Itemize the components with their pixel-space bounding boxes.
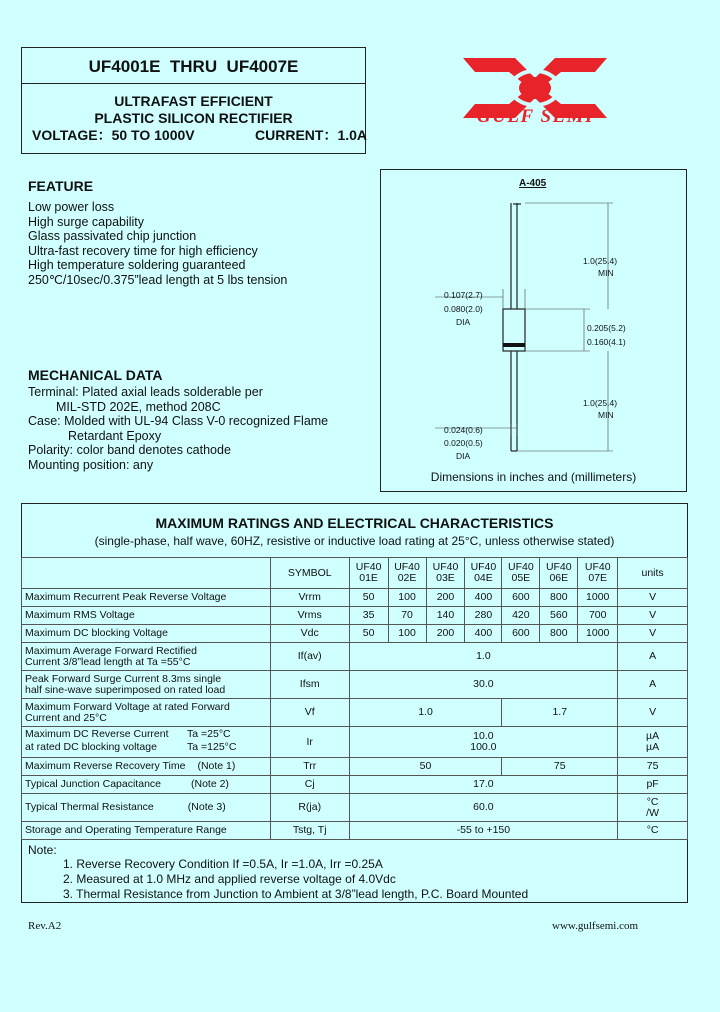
value-cell: 600 xyxy=(502,625,540,643)
revision: Rev.A2 xyxy=(28,920,62,932)
part-top: UF40 xyxy=(355,561,382,573)
unit-cell: A xyxy=(618,643,688,671)
param-cell xyxy=(22,776,271,794)
value-cell: 17.0 xyxy=(349,776,618,794)
value-cell: 140 xyxy=(426,607,465,625)
table-row xyxy=(22,699,688,727)
table-header-row xyxy=(22,558,688,589)
value-cell: 60.0 xyxy=(349,794,618,822)
param-line: Typical Junction Capacitance xyxy=(25,778,161,790)
symbol-cell: Ir xyxy=(270,727,349,758)
lead-length-bottom: 1.0(25.4) xyxy=(583,398,618,408)
page-title: UF4001E THRU UF4007E xyxy=(88,57,299,76)
body-dia-min: 0.080(2.0) xyxy=(444,304,483,314)
current-rating: CURRENT：1.0A xyxy=(255,127,368,143)
table-row xyxy=(22,822,688,840)
symbol-cell: Tstg, Tj xyxy=(270,822,349,840)
param-note: (Note 1) xyxy=(197,760,236,772)
subtitle-1: ULTRAFAST EFFICIENT xyxy=(114,93,273,109)
value-line: 100.0 xyxy=(470,741,497,753)
value-cell: 1.7 xyxy=(502,699,618,727)
symbol-cell: Cj xyxy=(270,776,349,794)
table-row xyxy=(22,607,688,625)
part-top: UF40 xyxy=(394,561,420,573)
value-cell: 400 xyxy=(465,625,502,643)
param-cell xyxy=(22,727,271,758)
value-cell: 700 xyxy=(578,607,618,625)
table-row xyxy=(22,758,688,776)
list-item: Retardant Epoxy xyxy=(68,428,162,443)
body-dia-label: DIA xyxy=(456,317,471,327)
part-top: UF40 xyxy=(508,561,534,573)
part-bottom: 01E xyxy=(359,572,378,584)
list-item: MIL-STD 202E, method 208C xyxy=(56,399,221,414)
list-item: 3. Thermal Resistance from Junction to Ambient at 3/8”lead length, P.C. Board Mounted xyxy=(63,887,529,901)
unit-line: µA xyxy=(646,741,660,753)
param-cell: Maximum DC blocking Voltage xyxy=(22,625,271,643)
symbol-header: SYMBOL xyxy=(270,558,349,589)
list-item: Polarity: color band denotes cathode xyxy=(28,443,231,458)
part-top: UF40 xyxy=(584,561,611,573)
list-item: 1. Reverse Recovery Condition If =0.5A, Ir =1.0A, Irr =0.25A xyxy=(63,857,383,871)
list-item: 2. Measured at 1.0 MHz and applied reverse voltage of 4.0Vdc xyxy=(63,872,396,886)
unit-line: µA xyxy=(646,730,660,742)
symbol-cell: If(av) xyxy=(270,643,349,671)
diode-outline xyxy=(380,169,687,492)
value-cell xyxy=(349,727,618,758)
subtitle-2: PLASTIC SILICON RECTIFIER xyxy=(94,110,293,126)
website-link[interactable]: www.gulfsemi.com xyxy=(552,920,639,932)
part-bottom: 04E xyxy=(474,572,493,584)
list-item: 250℃/10sec/0.375”lead length at 5 lbs tension xyxy=(28,272,288,287)
lead-length-top: 1.0(25.4) xyxy=(583,256,618,266)
value-cell: 800 xyxy=(540,625,578,643)
unit-line: °C xyxy=(646,795,659,808)
notes-list xyxy=(63,857,528,902)
value-cell: 1.0 xyxy=(349,699,502,727)
lead-dia-label: DIA xyxy=(456,451,471,461)
value-cell: 200 xyxy=(426,589,465,607)
part-top: UF40 xyxy=(545,561,572,573)
value-cell: 800 xyxy=(540,589,578,607)
value-cell: 50 xyxy=(349,589,388,607)
lead-length-bottom-min: MIN xyxy=(598,410,614,420)
param-line: half sine-wave superimposed on rated load xyxy=(25,683,226,696)
body-length-min: 0.160(4.1) xyxy=(587,337,626,347)
notes-heading: Note: xyxy=(28,843,57,857)
table-row xyxy=(22,727,688,758)
value-cell: 70 xyxy=(388,607,426,625)
value-cell: 50 xyxy=(349,625,388,643)
param-cell xyxy=(22,643,271,671)
table-row xyxy=(22,625,688,643)
param-line: Current and 25°C xyxy=(25,711,107,724)
param-line: Maximum Average Forward Rectified xyxy=(25,644,197,657)
list-item: Low power loss xyxy=(28,200,115,214)
list-item: Glass passivated chip junction xyxy=(28,229,197,244)
list-item: High temperature soldering guaranteed xyxy=(28,258,246,273)
param-cell xyxy=(22,794,271,822)
unit-cell: V xyxy=(618,607,688,625)
param-cell: Maximum Recurrent Peak Reverse Voltage xyxy=(22,589,271,607)
value-cell: 1000 xyxy=(578,589,618,607)
value-cell: 1.0 xyxy=(349,643,618,671)
value-cell: 600 xyxy=(502,589,540,607)
package-name: A-405 xyxy=(519,178,547,189)
ratings-title: MAXIMUM RATINGS AND ELECTRICAL CHARACTERISTICS xyxy=(155,515,554,531)
value-cell: 200 xyxy=(426,625,465,643)
symbol-cell: Vrms xyxy=(270,607,349,625)
ratings-table xyxy=(21,557,688,840)
mechanical-list xyxy=(28,385,328,473)
table-row xyxy=(22,643,688,671)
value-cell: 420 xyxy=(502,607,540,625)
table-row xyxy=(22,589,688,607)
param-line: Typical Thermal Resistance xyxy=(25,801,154,813)
param-line: Maximum Reverse Recovery Time xyxy=(25,760,186,772)
mechanical-heading: MECHANICAL DATA xyxy=(28,367,163,383)
unit-cell: V xyxy=(618,589,688,607)
param-line: Current 3/8”lead length at Ta =55°C xyxy=(25,655,191,668)
table-row xyxy=(22,776,688,794)
symbol-cell: R(ja) xyxy=(270,794,349,822)
param-condition: Ta =125°C xyxy=(187,741,237,753)
lead-dia-min: 0.020(0.5) xyxy=(444,438,483,448)
param-cell: Maximum RMS Voltage xyxy=(22,607,271,625)
unit-cell: °C xyxy=(618,822,688,840)
value-cell: 30.0 xyxy=(349,671,618,699)
unit-cell: pF xyxy=(618,776,688,794)
param-note: (Note 3) xyxy=(187,801,226,813)
list-item: Mounting position: any xyxy=(28,457,154,472)
units-header: units xyxy=(618,558,688,589)
unit-cell: 75 xyxy=(618,758,688,776)
param-cell xyxy=(22,699,271,727)
value-cell: 100 xyxy=(388,625,426,643)
param-line: Maximum DC Reverse Current xyxy=(25,728,169,740)
feature-list xyxy=(28,200,287,288)
list-item: Ultra-fast recovery time for high efficiency xyxy=(28,243,258,258)
list-item: Case: Molded with UL-94 Class V-0 recognized Flame xyxy=(28,414,329,429)
part-bottom: 05E xyxy=(511,572,531,584)
table-row xyxy=(22,794,688,822)
param-line: Maximum Forward Voltage at rated Forward xyxy=(25,700,230,713)
body-length-max: 0.205(5.2) xyxy=(587,323,626,333)
table-row xyxy=(22,671,688,699)
lead-dia-max: 0.024(0.6) xyxy=(444,425,483,435)
unit-cell xyxy=(618,727,688,758)
dimensions-caption: Dimensions in inches and (millimeters) xyxy=(430,470,637,484)
value-cell: 560 xyxy=(540,607,578,625)
value-line: 10.0 xyxy=(473,730,494,742)
param-cell xyxy=(22,758,271,776)
part-bottom: 03E xyxy=(436,572,455,584)
unit-cell: V xyxy=(618,699,688,727)
value-cell: 75 xyxy=(502,758,618,776)
value-cell: -55 to +150 xyxy=(349,822,618,840)
part-top: UF40 xyxy=(470,561,497,573)
value-cell: 50 xyxy=(349,758,502,776)
ratings-subtitle: (single-phase, half wave, 60HZ, resistive or inductive load rating at 25°C, unless otherwise stated) xyxy=(94,534,615,548)
param-line: Peak Forward Surge Current 8.3ms single xyxy=(25,672,222,685)
voltage-rating: VOLTAGE：50 TO 1000V xyxy=(32,127,195,143)
header-divider xyxy=(21,83,366,84)
symbol-cell: Vf xyxy=(270,699,349,727)
list-item: Terminal: Plated axial leads solderable per xyxy=(28,385,263,399)
unit-cell: V xyxy=(618,625,688,643)
symbol-cell: Vrrm xyxy=(270,589,349,607)
value-cell: 280 xyxy=(465,607,502,625)
value-cell: 400 xyxy=(465,589,502,607)
param-cell: Storage and Operating Temperature Range xyxy=(22,822,271,840)
part-top: UF40 xyxy=(432,561,459,573)
symbol-cell: Ifsm xyxy=(270,671,349,699)
param-note: (Note 2) xyxy=(191,778,229,790)
part-bottom: 06E xyxy=(549,572,569,584)
value-cell: 100 xyxy=(388,589,426,607)
param-line: at rated DC blocking voltage xyxy=(25,741,157,753)
logo-text: GULF SEMI xyxy=(476,106,595,127)
unit-cell: A xyxy=(618,671,688,699)
body-dia-max: 0.107(2.7) xyxy=(444,290,483,300)
unit-line: /W xyxy=(646,806,659,819)
param-cell xyxy=(22,671,271,699)
feature-heading: FEATURE xyxy=(28,178,94,194)
symbol-cell: Vdc xyxy=(270,625,349,643)
list-item: High surge capability xyxy=(28,214,145,229)
value-cell: 1000 xyxy=(578,625,618,643)
unit-cell xyxy=(618,794,688,822)
param-condition: Ta =25°C xyxy=(187,728,231,740)
part-bottom: 07E xyxy=(588,572,608,584)
part-bottom: 02E xyxy=(397,572,417,584)
symbol-cell: Trr xyxy=(270,758,349,776)
lead-length-top-min: MIN xyxy=(598,268,614,278)
value-cell: 35 xyxy=(349,607,388,625)
